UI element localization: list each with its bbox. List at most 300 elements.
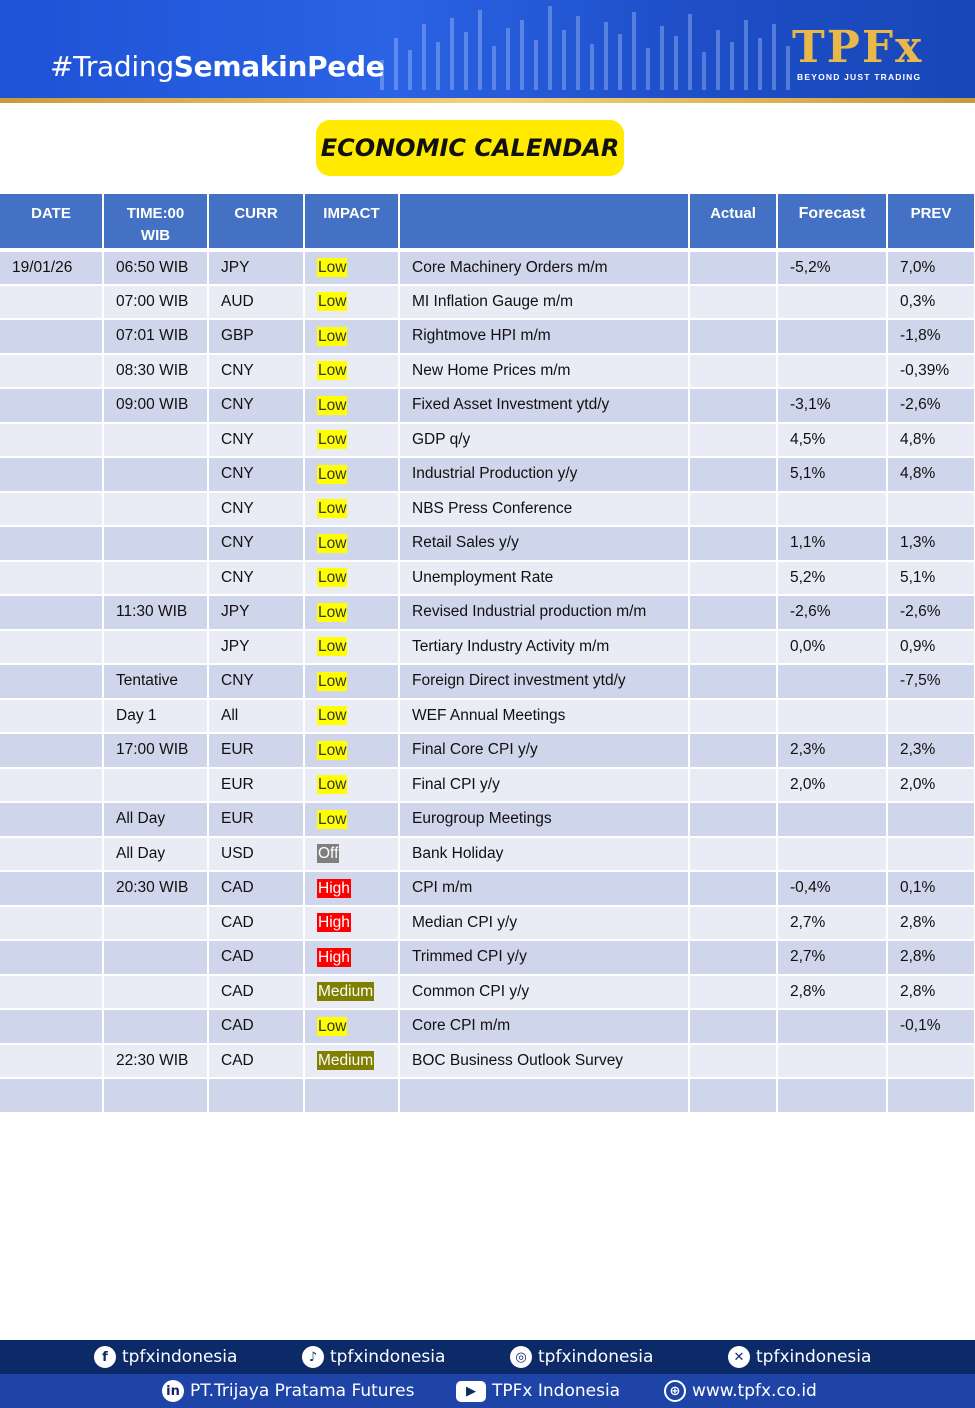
col-header-time-sub: WIB — [140, 227, 171, 244]
impact-badge: Low — [318, 534, 347, 552]
col-header-prev: PREV — [887, 194, 975, 250]
decorative-bar — [562, 30, 566, 90]
cell-forecast: 2,8% — [777, 975, 887, 1010]
decorative-bar — [688, 14, 692, 90]
impact-badge: Low — [318, 465, 347, 483]
header-banner — [0, 0, 975, 98]
cell-date — [0, 492, 103, 527]
decorative-bar — [478, 10, 482, 90]
cell-actual — [689, 975, 777, 1010]
cell-forecast: 5,1% — [777, 457, 887, 492]
cell-event: BOC Business Outlook Survey — [399, 1044, 689, 1079]
cell-prev: -2,6% — [887, 388, 975, 423]
impact-badge: Medium — [318, 1052, 374, 1070]
cell-forecast — [777, 285, 887, 320]
impact-badge: Low — [318, 569, 347, 587]
cell-event: New Home Prices m/m — [399, 354, 689, 389]
youtube-icon: ▶ — [456, 1381, 486, 1402]
table-row — [0, 423, 975, 458]
cell-impact — [304, 837, 399, 872]
footer-youtube[interactable] — [456, 1374, 620, 1408]
cell-time: All Day — [103, 837, 208, 872]
cell-curr: CNY — [208, 423, 304, 458]
col-header-date: DATE — [0, 194, 103, 250]
cell-date — [0, 561, 103, 596]
cell-event: WEF Annual Meetings — [399, 699, 689, 734]
impact-badge: Low — [318, 327, 347, 345]
cell-event: Bank Holiday — [399, 837, 689, 872]
cell-event: GDP q/y — [399, 423, 689, 458]
table-row — [0, 768, 975, 803]
cell-forecast: 2,0% — [777, 768, 887, 803]
cell-prev — [887, 492, 975, 527]
cell-prev: -1,8% — [887, 319, 975, 354]
cell-time: All Day — [103, 802, 208, 837]
impact-badge: Low — [318, 362, 347, 380]
cell-curr: AUD — [208, 285, 304, 320]
cell-forecast: 2,7% — [777, 940, 887, 975]
cell-forecast: -0,4% — [777, 871, 887, 906]
cell-actual — [689, 250, 777, 285]
cell-impact — [304, 699, 399, 734]
cell-event: Industrial Production y/y — [399, 457, 689, 492]
cell-date — [0, 285, 103, 320]
col-header-time — [103, 194, 208, 250]
decorative-chart-background — [380, 0, 800, 98]
linkedin-icon: in — [162, 1380, 184, 1402]
cell-curr: EUR — [208, 733, 304, 768]
cell-actual — [689, 630, 777, 665]
footer-website[interactable] — [664, 1374, 817, 1408]
cell-date — [0, 1009, 103, 1044]
cell-event: Retail Sales y/y — [399, 526, 689, 561]
cell-forecast — [777, 354, 887, 389]
col-header-curr: CURR — [208, 194, 304, 250]
cell-forecast: 5,2% — [777, 561, 887, 596]
cell-impact — [304, 285, 399, 320]
x-icon: ✕ — [728, 1346, 750, 1368]
cell-forecast: -5,2% — [777, 250, 887, 285]
cell-time: 07:00 WIB — [103, 285, 208, 320]
cell-date: 19/01/26 — [0, 250, 103, 285]
cell-curr: CNY — [208, 354, 304, 389]
cell-date — [0, 768, 103, 803]
cell-actual — [689, 906, 777, 941]
cell-date — [0, 457, 103, 492]
cell-impact — [304, 802, 399, 837]
cell-impact — [304, 630, 399, 665]
cell-forecast — [777, 492, 887, 527]
col-header-forecast: Forecast — [777, 194, 887, 250]
decorative-bar — [702, 52, 706, 90]
impact-badge: Low — [318, 672, 347, 690]
cell-impact — [304, 492, 399, 527]
cell-forecast: -3,1% — [777, 388, 887, 423]
table-row — [0, 664, 975, 699]
cell-curr: CNY — [208, 526, 304, 561]
cell-actual — [689, 319, 777, 354]
cell-time — [103, 492, 208, 527]
cell-date — [0, 940, 103, 975]
cell-date — [0, 802, 103, 837]
cell-event: Foreign Direct investment ytd/y — [399, 664, 689, 699]
cell-actual — [689, 768, 777, 803]
cell-prev: 0,9% — [887, 630, 975, 665]
cell-time: 06:50 WIB — [103, 250, 208, 285]
cell-prev: -7,5% — [887, 664, 975, 699]
cell-time: Day 1 — [103, 699, 208, 734]
cell-actual — [689, 595, 777, 630]
table-row — [0, 319, 975, 354]
cell-prev: 4,8% — [887, 457, 975, 492]
cell-time: 08:30 WIB — [103, 354, 208, 389]
cell-forecast — [777, 319, 887, 354]
impact-badge: Off — [318, 845, 339, 863]
cell-actual — [689, 1078, 777, 1113]
cell-curr: JPY — [208, 250, 304, 285]
decorative-bar — [492, 46, 496, 90]
cell-forecast — [777, 664, 887, 699]
cell-forecast — [777, 1078, 887, 1113]
cell-forecast: 2,3% — [777, 733, 887, 768]
decorative-bar — [632, 12, 636, 90]
cell-impact — [304, 664, 399, 699]
instagram-icon: ◎ — [510, 1346, 532, 1368]
cell-actual — [689, 457, 777, 492]
cell-date — [0, 526, 103, 561]
footer-x[interactable] — [728, 1340, 871, 1374]
decorative-bar — [408, 50, 412, 90]
cell-date — [0, 354, 103, 389]
footer-contact-row — [0, 1374, 975, 1408]
cell-event: Final CPI y/y — [399, 768, 689, 803]
tiktok-handle: tpfxindonesia — [330, 1347, 446, 1367]
table-row — [0, 1009, 975, 1044]
cell-prev: -2,6% — [887, 595, 975, 630]
cell-impact — [304, 457, 399, 492]
footer-tiktok[interactable] — [302, 1340, 445, 1374]
impact-badge: Low — [318, 431, 347, 449]
cell-curr: JPY — [208, 595, 304, 630]
cell-actual — [689, 837, 777, 872]
cell-date — [0, 595, 103, 630]
table-row — [0, 250, 975, 285]
cell-date — [0, 1078, 103, 1113]
cell-prev — [887, 699, 975, 734]
cell-forecast: 2,7% — [777, 906, 887, 941]
decorative-bar — [576, 16, 580, 90]
cell-curr: USD — [208, 837, 304, 872]
linkedin-name: PT.Trijaya Pratama Futures — [190, 1381, 415, 1401]
decorative-bar — [422, 24, 426, 90]
footer-social-row — [0, 1340, 975, 1374]
tiktok-icon: ♪ — [302, 1346, 324, 1368]
cell-event — [399, 1078, 689, 1113]
decorative-bar — [534, 40, 538, 90]
footer-instagram[interactable] — [510, 1340, 653, 1374]
cell-event: Unemployment Rate — [399, 561, 689, 596]
cell-actual — [689, 526, 777, 561]
cell-forecast: -2,6% — [777, 595, 887, 630]
table-row — [0, 802, 975, 837]
cell-impact — [304, 388, 399, 423]
cell-curr: CNY — [208, 664, 304, 699]
table-row — [0, 699, 975, 734]
impact-badge: Low — [318, 396, 347, 414]
cell-time: Tentative — [103, 664, 208, 699]
col-header-time-label: TIME:00 — [126, 205, 185, 222]
cell-time: 20:30 WIB — [103, 871, 208, 906]
cell-event: Core CPI m/m — [399, 1009, 689, 1044]
decorative-bar — [786, 46, 790, 90]
cell-time — [103, 423, 208, 458]
hashtag-regular: #Trading — [50, 50, 174, 83]
decorative-bar — [646, 48, 650, 90]
cell-prev: 7,0% — [887, 250, 975, 285]
cell-curr: CAD — [208, 906, 304, 941]
cell-time — [103, 457, 208, 492]
impact-badge: High — [318, 948, 350, 966]
economic-calendar-table — [0, 194, 975, 1114]
cell-impact — [304, 595, 399, 630]
cell-impact — [304, 1044, 399, 1079]
cell-actual — [689, 388, 777, 423]
impact-badge: Low — [318, 707, 347, 725]
cell-prev: 4,8% — [887, 423, 975, 458]
cell-event: Eurogroup Meetings — [399, 802, 689, 837]
page-title: ECONOMIC CALENDAR — [316, 120, 624, 176]
cell-prev: 1,3% — [887, 526, 975, 561]
cell-prev: -0,1% — [887, 1009, 975, 1044]
tpfx-logo — [792, 22, 932, 82]
cell-event: Core Machinery Orders m/m — [399, 250, 689, 285]
cell-curr: CNY — [208, 561, 304, 596]
table-row — [0, 492, 975, 527]
impact-badge: High — [318, 914, 350, 932]
cell-impact — [304, 250, 399, 285]
cell-actual — [689, 699, 777, 734]
cell-time — [103, 940, 208, 975]
cell-forecast: 0,0% — [777, 630, 887, 665]
decorative-bar — [394, 38, 398, 90]
instagram-handle: tpfxindonesia — [538, 1347, 654, 1367]
cell-actual — [689, 354, 777, 389]
website-url: www.tpfx.co.id — [692, 1381, 817, 1401]
cell-date — [0, 423, 103, 458]
decorative-bar — [618, 34, 622, 90]
decorative-bar — [660, 26, 664, 90]
decorative-bar — [604, 22, 608, 90]
cell-date — [0, 319, 103, 354]
cell-date — [0, 1044, 103, 1079]
cell-impact — [304, 1009, 399, 1044]
table-row — [0, 388, 975, 423]
impact-badge: Low — [318, 603, 347, 621]
cell-curr: CAD — [208, 871, 304, 906]
table-row — [0, 975, 975, 1010]
decorative-bar — [772, 24, 776, 90]
table-row — [0, 285, 975, 320]
cell-time: 07:01 WIB — [103, 319, 208, 354]
cell-impact — [304, 733, 399, 768]
cell-actual — [689, 561, 777, 596]
decorative-bar — [520, 20, 524, 90]
cell-curr: CNY — [208, 492, 304, 527]
table-row — [0, 595, 975, 630]
cell-time: 09:00 WIB — [103, 388, 208, 423]
cell-date — [0, 388, 103, 423]
cell-impact — [304, 871, 399, 906]
decorative-bar — [730, 42, 734, 90]
impact-badge: Low — [318, 638, 347, 656]
cell-curr: CNY — [208, 388, 304, 423]
logo-text: TPFx — [792, 22, 924, 73]
impact-badge: High — [318, 879, 350, 897]
table-row — [0, 1044, 975, 1079]
impact-badge: Low — [318, 293, 347, 311]
impact-badge: Low — [318, 259, 347, 277]
cell-impact — [304, 1078, 399, 1113]
cell-date — [0, 664, 103, 699]
x-handle: tpfxindonesia — [756, 1347, 872, 1367]
cell-impact — [304, 940, 399, 975]
hashtag — [50, 50, 384, 83]
cell-impact — [304, 975, 399, 1010]
cell-actual — [689, 492, 777, 527]
impact-badge: Medium — [318, 983, 374, 1001]
cell-event: Final Core CPI y/y — [399, 733, 689, 768]
footer-facebook[interactable] — [94, 1340, 237, 1374]
cell-curr: CAD — [208, 940, 304, 975]
cell-impact — [304, 319, 399, 354]
decorative-bar — [744, 20, 748, 90]
table-row — [0, 837, 975, 872]
cell-impact — [304, 423, 399, 458]
globe-icon: ⊕ — [664, 1380, 686, 1402]
cell-forecast — [777, 699, 887, 734]
cell-time: 22:30 WIB — [103, 1044, 208, 1079]
cell-actual — [689, 423, 777, 458]
footer-linkedin[interactable] — [162, 1374, 414, 1408]
cell-actual — [689, 285, 777, 320]
cell-forecast — [777, 1009, 887, 1044]
cell-forecast: 4,5% — [777, 423, 887, 458]
cell-date — [0, 906, 103, 941]
cell-event: MI Inflation Gauge m/m — [399, 285, 689, 320]
cell-curr: CAD — [208, 1044, 304, 1079]
table-row — [0, 906, 975, 941]
cell-curr: EUR — [208, 768, 304, 803]
cell-prev: 0,3% — [887, 285, 975, 320]
cell-prev: 2,8% — [887, 975, 975, 1010]
cell-curr: GBP — [208, 319, 304, 354]
cell-prev: 2,0% — [887, 768, 975, 803]
cell-prev — [887, 802, 975, 837]
table-header-row — [0, 194, 975, 250]
header-divider — [0, 98, 975, 103]
cell-impact — [304, 561, 399, 596]
decorative-bar — [464, 32, 468, 90]
footer — [0, 1340, 975, 1408]
cell-date — [0, 699, 103, 734]
cell-event: Fixed Asset Investment ytd/y — [399, 388, 689, 423]
impact-badge: Low — [318, 1017, 347, 1035]
decorative-bar — [758, 38, 762, 90]
table-body — [0, 250, 975, 1113]
decorative-bar — [590, 44, 594, 90]
youtube-name: TPFx Indonesia — [492, 1381, 621, 1401]
logo-tagline: BEYOND JUST TRADING — [797, 72, 922, 82]
cell-forecast — [777, 837, 887, 872]
cell-prev: 2,8% — [887, 940, 975, 975]
cell-time — [103, 1009, 208, 1044]
cell-event: CPI m/m — [399, 871, 689, 906]
table-row — [0, 561, 975, 596]
cell-forecast: 1,1% — [777, 526, 887, 561]
cell-actual — [689, 1044, 777, 1079]
cell-curr: All — [208, 699, 304, 734]
cell-event: Revised Industrial production m/m — [399, 595, 689, 630]
cell-time: 17:00 WIB — [103, 733, 208, 768]
decorative-bar — [436, 42, 440, 90]
cell-actual — [689, 940, 777, 975]
cell-curr: CAD — [208, 1009, 304, 1044]
cell-curr: CNY — [208, 457, 304, 492]
table-row — [0, 630, 975, 665]
cell-actual — [689, 733, 777, 768]
cell-date — [0, 630, 103, 665]
col-header-actual: Actual — [689, 194, 777, 250]
cell-event: Rightmove HPI m/m — [399, 319, 689, 354]
cell-prev — [887, 1078, 975, 1113]
cell-event: NBS Press Conference — [399, 492, 689, 527]
cell-prev — [887, 1044, 975, 1079]
cell-curr: JPY — [208, 630, 304, 665]
cell-date — [0, 837, 103, 872]
cell-time — [103, 630, 208, 665]
decorative-bar — [674, 36, 678, 90]
cell-impact — [304, 768, 399, 803]
cell-prev: 5,1% — [887, 561, 975, 596]
cell-time — [103, 526, 208, 561]
cell-event: Median CPI y/y — [399, 906, 689, 941]
facebook-icon: f — [94, 1346, 116, 1368]
cell-curr: EUR — [208, 802, 304, 837]
cell-date — [0, 733, 103, 768]
facebook-handle: tpfxindonesia — [122, 1347, 238, 1367]
table-row — [0, 354, 975, 389]
decorative-bar — [716, 30, 720, 90]
table-row — [0, 733, 975, 768]
cell-actual — [689, 1009, 777, 1044]
decorative-bar — [548, 6, 552, 90]
cell-impact — [304, 526, 399, 561]
cell-event: Tertiary Industry Activity m/m — [399, 630, 689, 665]
cell-time — [103, 906, 208, 941]
cell-curr — [208, 1078, 304, 1113]
cell-prev: 0,1% — [887, 871, 975, 906]
impact-badge: Low — [318, 741, 347, 759]
table-row — [0, 457, 975, 492]
cell-actual — [689, 802, 777, 837]
cell-prev — [887, 837, 975, 872]
impact-badge: Low — [318, 776, 347, 794]
hashtag-bold: SemakinPede — [173, 50, 385, 83]
cell-prev: 2,8% — [887, 906, 975, 941]
table-row — [0, 1078, 975, 1113]
cell-impact — [304, 354, 399, 389]
col-header-event — [399, 194, 689, 250]
